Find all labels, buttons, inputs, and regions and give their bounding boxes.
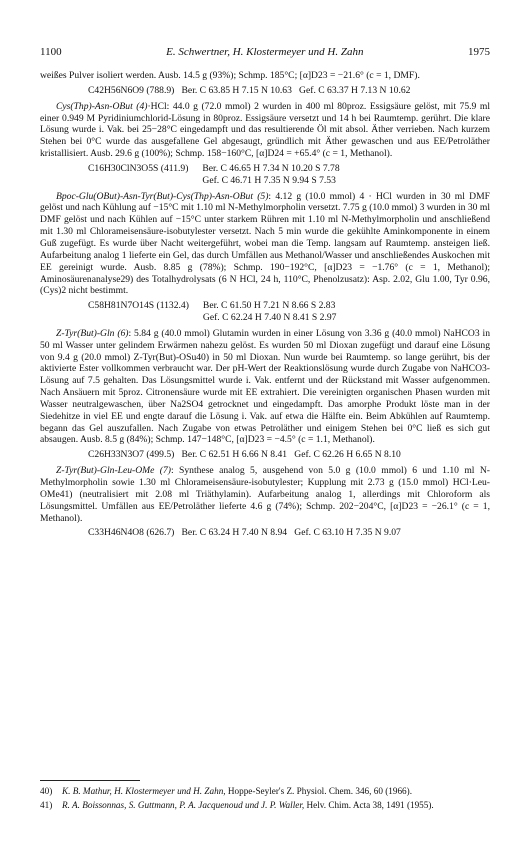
compound-name: Z-Tyr(But)-Gln (6) <box>56 327 129 339</box>
compound-name: Cys(Thp)-Asn-OBut (4) <box>56 100 148 112</box>
footnote-authors: R. A. Boissonnas, S. Guttmann, P. A. Jacquenoud und J. P. Waller, <box>62 799 305 810</box>
molecular-formula: C16H30ClN3O5S (411.9) <box>88 162 189 174</box>
paragraph <box>40 101 490 160</box>
body-text <box>40 70 490 543</box>
paragraph <box>40 328 490 446</box>
paragraph-text: : Synthese analog 5, ausgehend von 5.0 g (10.0 mmol) 6 und 1.10 ml N-Methylmorpholin sowie 1.30 ml Chlorameisensäure-isobutylester; Kupplung mit 2.73 g (15.0 mmol) HCl·Leu-OMe41) (neutralisiert mit 2.08 ml Triäthylamin). Aufarbeitung analog 1, allerdings mit Chloroform als Lösungsmittel. Umfällen aus EE/Petroläther lieferte 4.6 g (74%); Schmp. 202−204°C, [α]D23 = −26.1° (c = 1, Methanol). <box>40 465 490 524</box>
found-values: Gef. C 62.24 H 7.40 N 8.41 S 2.97 <box>202 312 337 324</box>
calculated-values: Ber. C 46.65 H 7.34 N 10.20 S 7.78 <box>202 162 340 174</box>
footnote-number: 41) <box>40 799 53 810</box>
molecular-formula: C58H81N7O14S (1132.4) <box>88 300 189 312</box>
footnote-divider <box>40 780 140 781</box>
elemental-analysis <box>40 300 490 324</box>
paragraph <box>40 191 490 298</box>
footnote-authors: K. B. Mathur, H. Klostermeyer und H. Zahn, <box>62 786 226 796</box>
year: 1975 <box>468 46 490 58</box>
paragraph-text: : 5.84 g (40.0 mmol) Glutamin wurden in einer Lösung von 3.36 g (40.0 mmol) NaHCO3 in 50 ml Wasser unter gelindem Erwärmen nahezu gelöst. Es wurden 50 ml Dioxan zugefügt und darauf eine Lösung von 9.4 g (20.0 mmol) Z-Tyr(But)-OSu40) in 50 ml Dioxan. Nun wurde bei Raumtemp. so lange gerührt, bis der aktivierte Ester vollkommen verbraucht war. Der pH-Wert der Reaktionslösung wurde durch Zugabe von NaHCO3-Lösung auf 7.5 gehalten. Das Lösungsmittel wurde i. Vak. entfernt und der Rückstand mit Wasser aufgenommen. Nach Ansäuern mit 5proz. Citronensäure wurde mit EE extrahiert. Die vereinigten organischen Phasen wurden mit Wasser neutralgewaschen, über Na2SO4 getrocknet und eingedampft. Das amorphe Produkt löste man in der Siedehitze in viel EE und engte darauf die Lösung i. Vak. auf etwa die Hälfte ein. Beim Abkühlen auf Raumtemp. begann das Gel auszufallen. Nach Zugabe von etwas Petroläther und einigem Stehen bei 0°C ließ es sich gut absaugen. Ausb. 8.5 g (84%); Schmp. 147−148°C, [α]D23 = −4.5° (c = 1.1, Methanol). <box>40 327 490 446</box>
paragraph-text: : 4.12 g (10.0 mmol) 4 · HCl wurden in 30 ml DMF gelöst und nach Kühlung auf −15°C mit 1.10 ml N-Methylmorpholin versetzt. 7.75 g (10.0 mmol) 3 wurden in 30 ml DMF gelöst und nach Kühlen auf −15°C unter starkem Rühren mit 1.10 ml N-Methylmorpholin und anschließend mit 1.30 ml Chlorameisensäure-isobutylester versetzt. Nach 5 min wurde die gekühlte Aminkomponente in einem Guß zugefügt. Es wurde über Nacht weitergeführt, wobei man die Temp. langsam auf Raumtemp. ansteigen ließ. Aufarbeitung analog 1 lieferte ein Gel, das durch Umfällen aus Methanol/Wasser und anschließendes Auskochen mit EE gereinigt wurde. Ausb. 8.85 g (78%); Schmp. 190−192°C, [α]D23 = −1.76° (c = 1, Methanol); Aminosäurenanalyse29) des Totalhydrolysats (6 N HCl, 24 h, 110°C, Phenolzusatz): Asp. 2.02, Glu 1.00, Tyr 0.96, (Cys)2 nicht bestimmt. <box>40 190 490 297</box>
footnote-citation: Hoppe-Seyler's Z. Physiol. Chem. 346, 60 (1966). <box>225 786 413 796</box>
running-authors: E. Schwertner, H. Klostermeyer und H. Zahn <box>166 46 364 58</box>
running-header <box>40 46 490 58</box>
elemental-analysis: C33H46N4O8 (626.7) Ber. C 63.24 H 7.40 N 8.94 Gef. C 63.10 H 7.35 N 9.07 <box>88 527 401 539</box>
compound-name: Bpoc-Glu(OBut)-Asn-Tyr(But)-Cys(Thp)-Asn-OBut (5) <box>56 190 269 202</box>
paragraph: weißes Pulver isoliert werden. Ausb. 14.5 g (93%); Schmp. 185°C; [α]D23 = −21.6° (c = 1, DMF). <box>40 70 420 81</box>
compound-name: Z-Tyr(But)-Gln-Leu-OMe (7) <box>56 465 171 477</box>
elemental-analysis: C26H33N3O7 (499.5) Ber. C 62.51 H 6.66 N 8.41 Gef. C 62.26 H 6.65 N 8.10 <box>88 449 401 461</box>
paragraph <box>40 465 490 524</box>
paragraph-text: ·HCl: 44.0 g (72.0 mmol) 2 wurden in 400 ml 80proz. Essigsäure gelöst, mit 75.9 ml einer 0.949 M Pyridiniumchlorid-Lösung in 80proz. Essigsäure versetzt und 14 h bei Raumtemp. gerührt. Die klare Lösung wurde i. Vak. bei 25−28°C eingedampft und das resultierende Öl mit absol. Äther verrieben. Nach kurzem Stehen bei 0°C wurde das ausgefallene Gel abgesaugt, gründlich mit Äther gewaschen und aus EE/Petroläther kristallisiert. Ausb. 29.6 g (100%); Schmp. 158−160°C, [α]D24 = +65.4° (c = 1, Methanol). <box>40 100 490 160</box>
footnote <box>40 800 490 812</box>
footnotes <box>40 786 490 813</box>
elemental-analysis <box>40 163 490 187</box>
calculated-values: Ber. C 61.50 H 7.21 N 8.66 S 2.83 <box>202 300 336 312</box>
footnote <box>40 786 490 798</box>
elemental-analysis: C42H56N6O9 (788.9) Ber. C 63.85 H 7.15 N 10.63 Gef. C 63.37 H 7.13 N 10.62 <box>88 84 411 96</box>
footnote-number: 40) <box>40 786 53 796</box>
page-number: 1100 <box>40 46 62 58</box>
found-values: Gef. C 46.71 H 7.35 N 9.94 S 7.53 <box>202 174 336 186</box>
footnote-citation: Helv. Chim. Acta 38, 1491 (1955). <box>304 799 434 810</box>
